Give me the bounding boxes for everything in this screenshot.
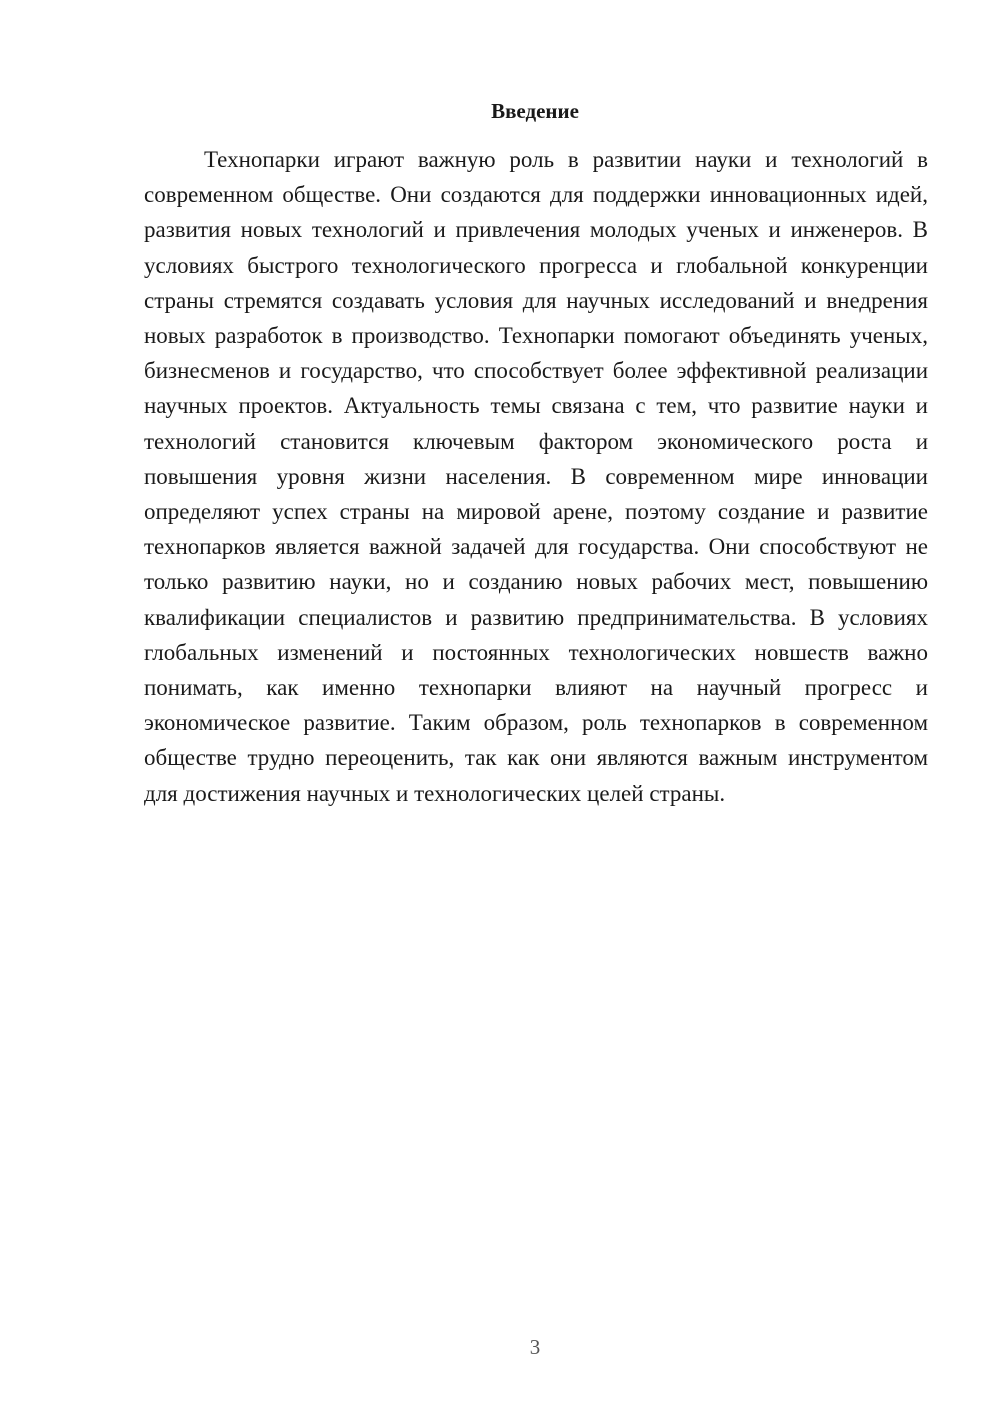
page-number: 3 xyxy=(529,1335,541,1359)
section-title: Введение xyxy=(491,99,579,123)
body-paragraph: Технопарки играют важную роль в развитии науки и технологий в современном обществе. Они создаются для поддержки инновационных идей, развития новых технологий и привлечения молодых ученых и инженеров. В условиях быстрого технологического прогресса и глобальной конкуренции страны стремятся создавать условия для научных исследований и внедрения новых разработок в производство. Технопарки помогают объединять ученых, бизнесменов и государство, что способствует более эффективной реализации научных проектов. Актуальность темы связана с тем, что развитие науки и технологий становится ключевым фактором экономического роста и повышения уровня жизни населения. В современном мире инновации определяют успех страны на мировой арене, поэтому создание и развитие технопарков является важной задачей для государства. Они способствуют не только развитию науки, но и созданию новых рабочих мест, повышению квалификации специалистов и развитию предпринимательства. В условиях глобальных изменений и постоянных технологических новшеств важно понимать, как именно технопарки влияют на научный прогресс и экономическое развитие. Таким образом, роль технопарков в современном обществе трудно переоценить, так как они являются важным инструментом для достижения научных и технологических целей страны. xyxy=(144,147,928,806)
